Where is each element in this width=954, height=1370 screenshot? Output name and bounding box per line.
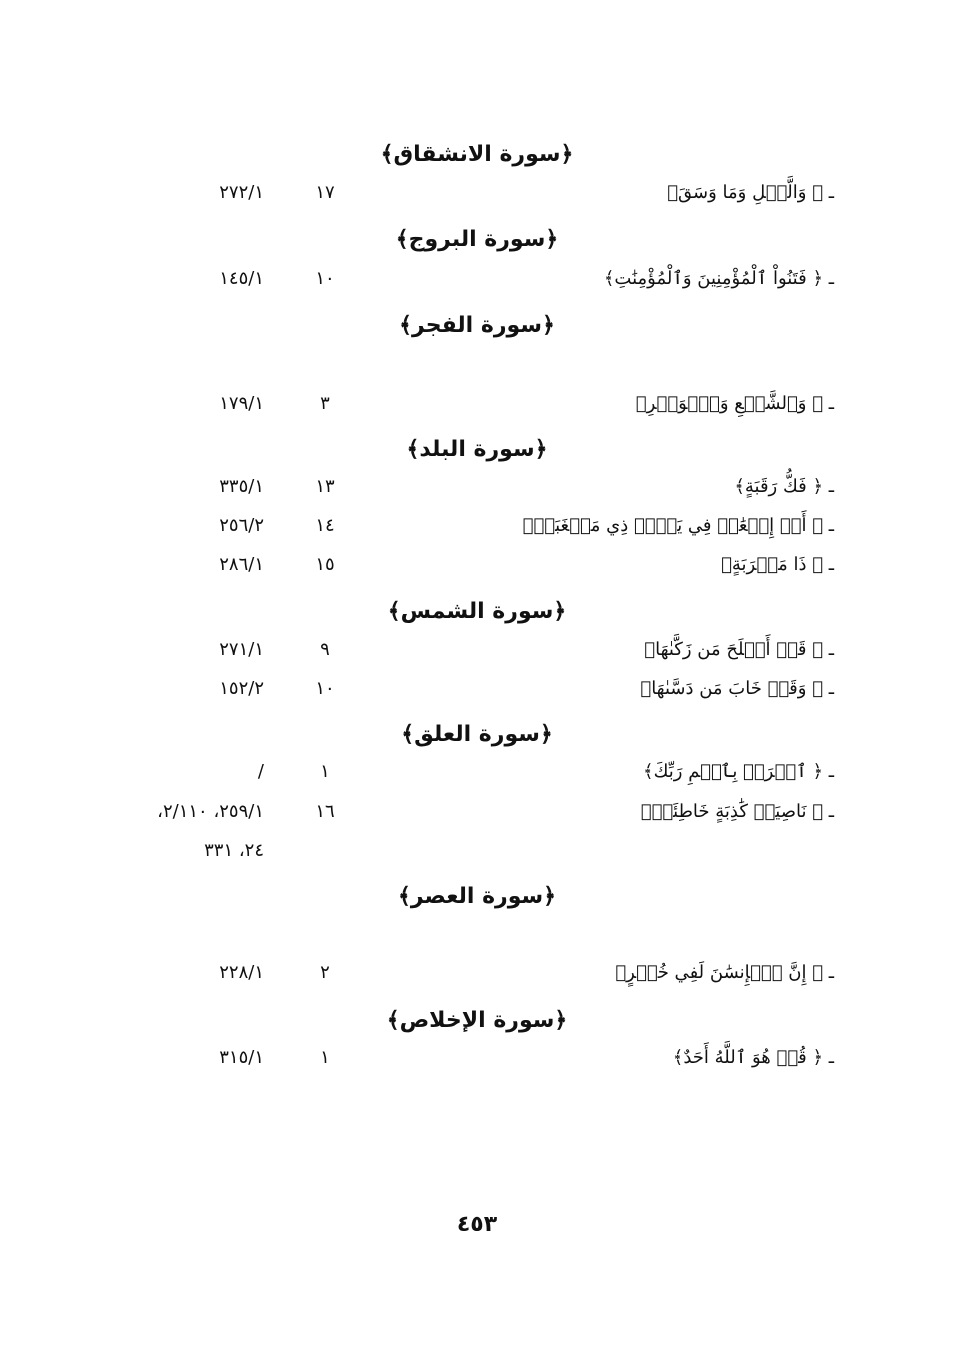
page-reference: ٢٧١/١ [219,639,264,660]
verse-text: ـ ﴿ ذَا مَقۡرَبَةٍ﴾ [721,554,834,575]
index-row [0,674,954,708]
verse-text: ـ ﴿ فَكُّ رَقَبَةٍ﴾ [734,476,834,497]
surah-heading: ﴿سورة الشمس﴾ [387,599,567,624]
verse-number: ١ [320,761,330,782]
page-reference: ١٥٢/٢ [219,678,264,699]
surah-heading: ﴿سورة البروج﴾ [395,227,559,252]
index-row [0,550,954,584]
verse-text: ـ ﴿ قُلۡ هُوَ ٱللَّهُ أَحَدٌ﴾ [672,1047,834,1068]
index-row [0,511,954,545]
verse-number: ٢ [320,962,330,983]
index-row [0,958,954,992]
page-reference: ٢٥٩/١، ٢/١١٠، [157,801,264,822]
verse-number: ٩ [320,639,330,660]
page-reference: ٢٢٨/١ [219,962,264,983]
verse-number: ١٠ [315,268,335,289]
index-row [0,797,954,831]
verse-number: ٣ [320,393,330,414]
index-row [0,1043,954,1077]
verse-text: ـ ﴿ قَدۡ أَفۡلَحَ مَن زَكَّىٰهَا﴾ [644,639,834,660]
verse-number: ١٤ [315,515,335,536]
verse-text: ـ ﴿ أَوۡ إِطۡعَٰمٞ فِي يَوۡمٖ ذِي مَسۡغَبَةٖ﴾ [522,515,834,536]
verse-text: ـ ﴿ إِنَّ ٱلۡإِنسَٰنَ لَفِي خُسۡرٍ﴾ [615,962,834,983]
surah-heading: ﴿سورة الفجر﴾ [399,313,555,338]
verse-number: ١٧ [315,182,335,203]
index-row [0,264,954,298]
index-row [0,472,954,506]
page-reference-continuation: ٢٤، ٣٣١ [204,840,264,861]
verse-number: ١٦ [315,801,335,822]
verse-text: ـ ﴿ نَاصِيَةٖ كَٰذِبَةٍ خَاطِئَةٖ﴾ [640,801,834,822]
verse-text: ـ ﴿ وَٱلشَّفۡعِ وَٱلۡوَتۡرِ﴾ [635,393,834,414]
page-reference: ١٧٩/١ [219,393,264,414]
verse-text: ـ ﴿ ٱقۡرَأۡ بِٱسۡمِ رَبِّكَ﴾ [643,761,834,782]
verse-text: ـ ﴿ وَالَّيۡلِ وَمَا وَسَقَ﴾ [667,182,834,203]
index-row [0,389,954,423]
verse-number: ١٣ [315,476,335,497]
page-reference: ٢٨٦/١ [219,554,264,575]
verse-number: ١ [320,1047,330,1068]
page-reference: ٣٣٥/١ [219,476,264,497]
page-reference: ٢٥٦/٢ [219,515,264,536]
page-reference: ٢٧٢/١ [219,182,264,203]
surah-heading: ﴿سورة العلق﴾ [401,722,553,747]
surah-heading: ﴿سورة العصر﴾ [397,884,557,909]
verse-number: ١٠ [315,678,335,699]
surah-heading: ﴿سورة الانشقاق﴾ [380,142,574,167]
page-number: ٤٥٣ [456,1212,498,1237]
index-row [0,635,954,669]
index-row-continuation [0,836,954,870]
index-row [0,178,954,212]
surah-heading: ﴿سورة الإخلاص﴾ [386,1008,568,1033]
page-reference: / [257,761,264,782]
verse-text: ـ ﴿ فَتَنُواْ ٱلْمُؤْمِنِينَ وَٱلْمُؤْمِنَٰتِ﴾ [603,268,834,289]
page-reference: ٣١٥/١ [219,1047,264,1068]
index-row [0,757,954,791]
surah-heading: ﴿سورة البلد﴾ [406,437,548,462]
verse-number: ١٥ [315,554,335,575]
verse-text: ـ ﴿ وَقَدۡ خَابَ مَن دَسَّىٰهَا﴾ [640,678,834,699]
page-reference: ١٤٥/١ [219,268,264,289]
